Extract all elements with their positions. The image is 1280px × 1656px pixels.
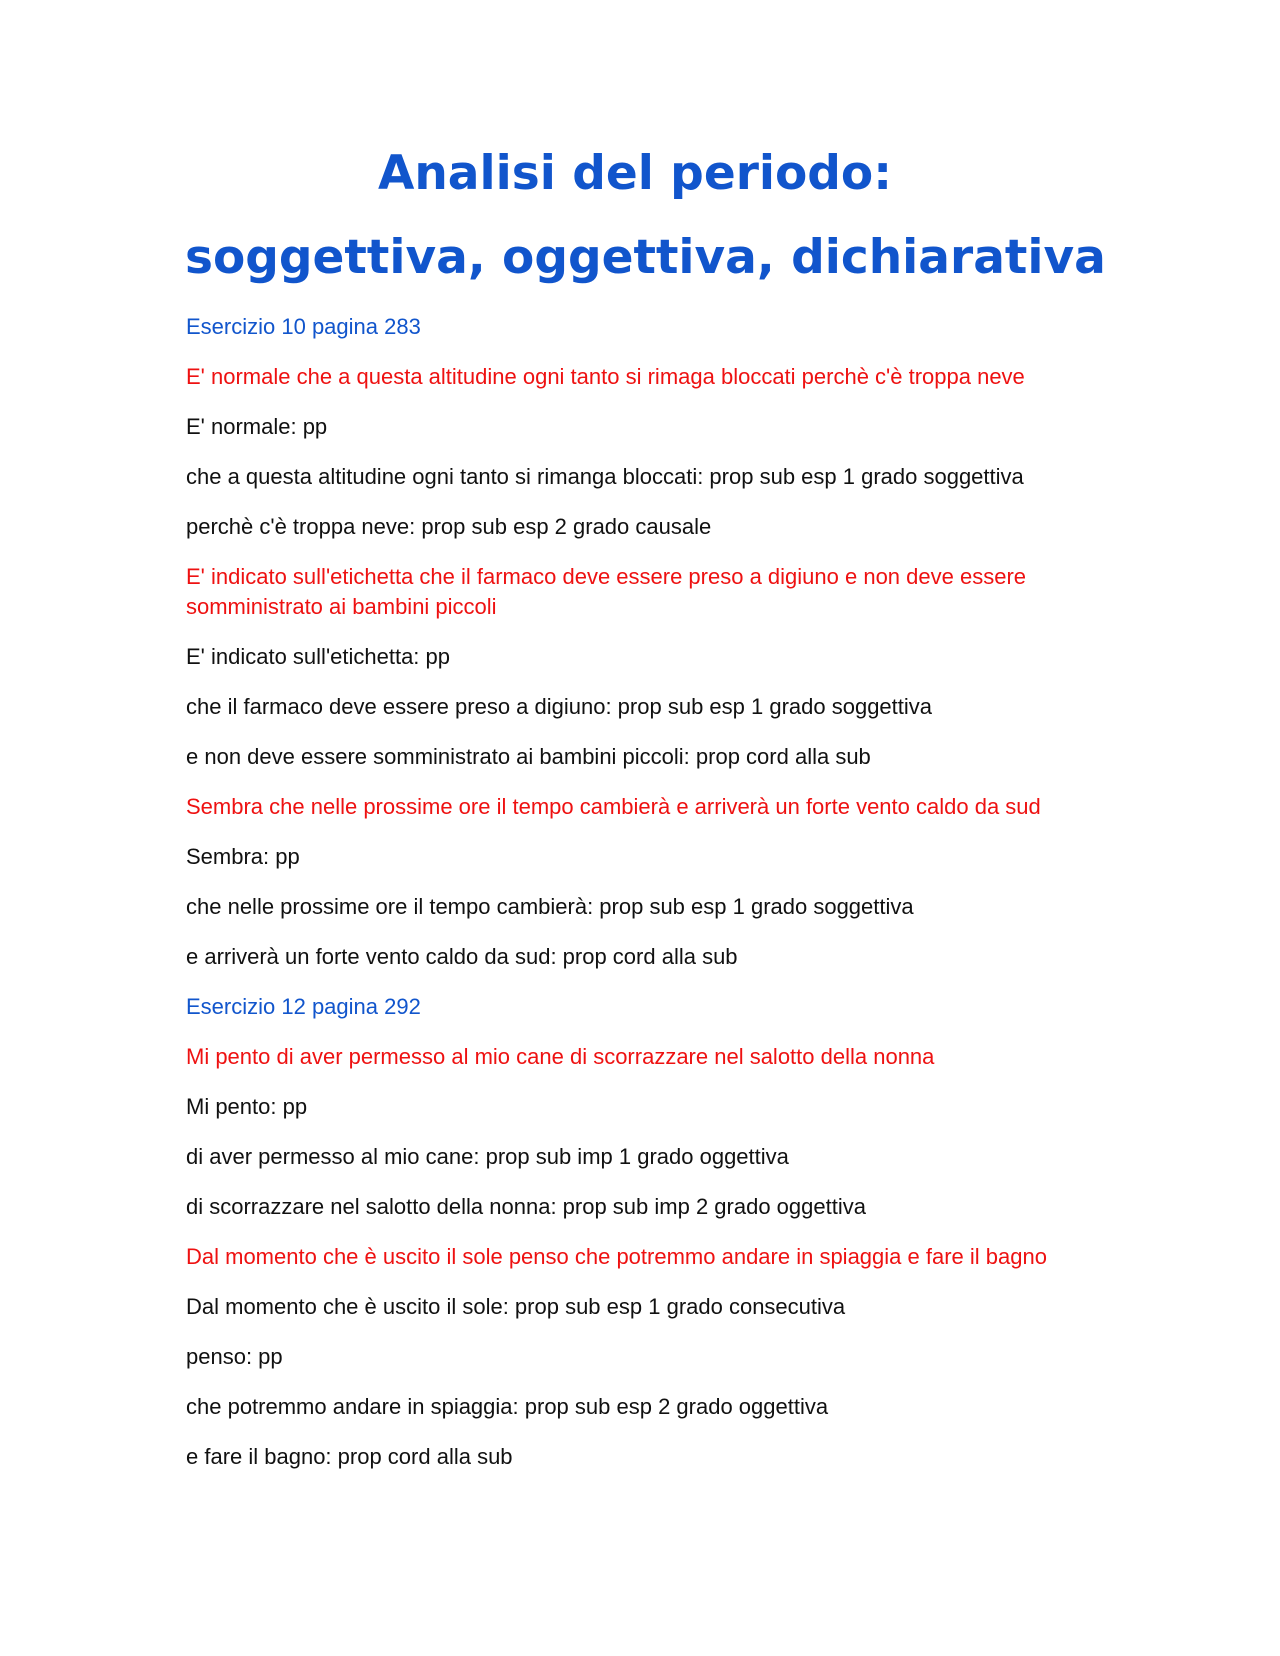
document-body — [186, 312, 1096, 1492]
analysis-line: e non deve essere somministrato ai bambini piccoli: prop cord alla sub — [186, 744, 871, 769]
analysis-line: e fare il bagno: prop cord alla sub — [186, 1444, 513, 1469]
analysis-line: E' indicato sull'etichetta: pp — [186, 644, 450, 669]
page-title-line-2: soggettiva, oggettiva, dichiarativa — [185, 230, 1106, 285]
analysis-line: di aver permesso al mio cane: prop sub imp 1 grado oggettiva — [186, 1144, 789, 1169]
analysis-line: di scorrazzare nel salotto della nonna: prop sub imp 2 grado oggettiva — [186, 1194, 866, 1219]
exercise-sentence: Dal momento che è uscito il sole penso che potremmo andare in spiaggia e fare il bagno — [186, 1244, 1047, 1269]
analysis-line: Mi pento: pp — [186, 1094, 308, 1119]
analysis-line: che potremmo andare in spiaggia: prop sub esp 2 grado oggettiva — [186, 1394, 829, 1419]
exercise-sentence: Mi pento di aver permesso al mio cane di scorrazzare nel salotto della nonna — [186, 1044, 935, 1069]
exercise-heading: Esercizio 10 pagina 283 — [186, 314, 421, 339]
page-title-line-1: Analisi del periodo: — [377, 146, 893, 201]
exercise-sentence: E' normale che a questa altitudine ogni tanto si rimaga bloccati perchè c'è troppa neve — [186, 364, 1025, 389]
analysis-line: che il farmaco deve essere preso a digiuno: prop sub esp 1 grado soggettiva — [186, 694, 933, 719]
analysis-line: perchè c'è troppa neve: prop sub esp 2 grado causale — [186, 514, 712, 539]
exercise-sentence: Sembra che nelle prossime ore il tempo cambierà e arriverà un forte vento caldo da sud — [186, 794, 1041, 819]
analysis-line: penso: pp — [186, 1344, 283, 1369]
analysis-line: e arriverà un forte vento caldo da sud: prop cord alla sub — [186, 944, 738, 969]
analysis-line: che a questa altitudine ogni tanto si rimanga bloccati: prop sub esp 1 grado soggettiva — [186, 464, 1024, 489]
exercise-heading: Esercizio 12 pagina 292 — [186, 994, 421, 1019]
analysis-line: che nelle prossime ore il tempo cambierà: prop sub esp 1 grado soggettiva — [186, 894, 914, 919]
analysis-line: E' normale: pp — [186, 414, 328, 439]
exercise-sentence: E' indicato sull'etichetta che il farmaco deve essere preso a digiuno e non deve essere somministrato ai bambini piccoli — [186, 564, 1027, 619]
analysis-line: Dal momento che è uscito il sole: prop sub esp 1 grado consecutiva — [186, 1294, 846, 1319]
analysis-line: Sembra: pp — [186, 844, 300, 869]
